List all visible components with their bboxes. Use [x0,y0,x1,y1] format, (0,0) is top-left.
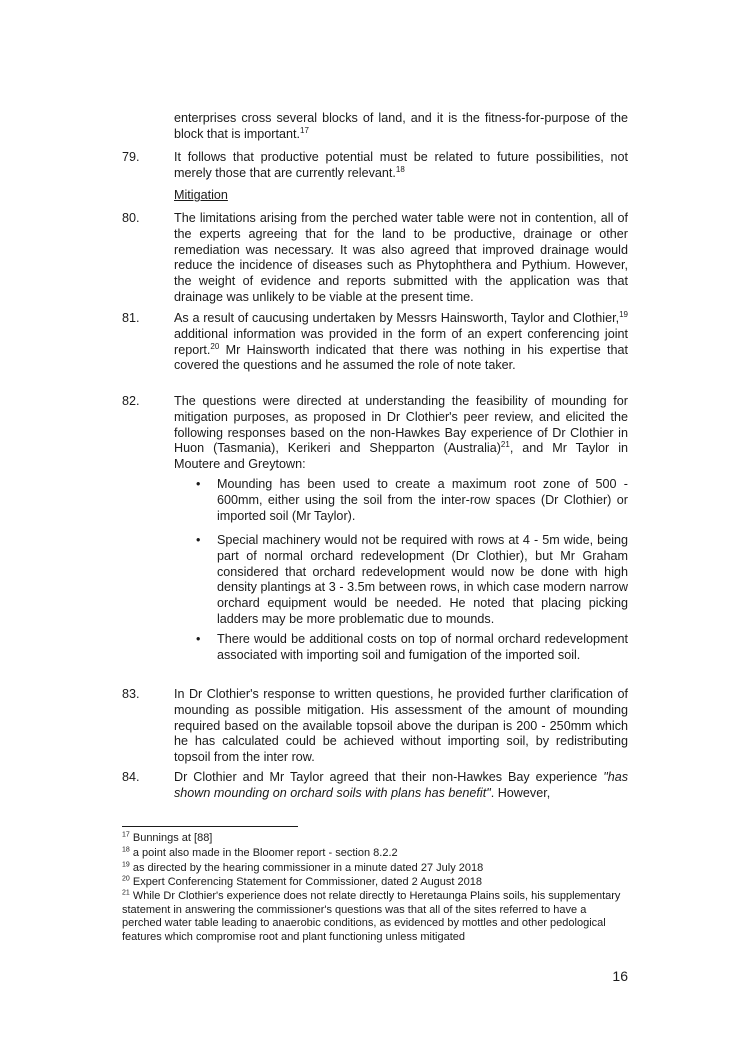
section-heading: Mitigation [174,188,228,202]
bullet-item: There would be additional costs on top of normal orchard redevelopment associated with importing soil and fumigation of the imported soil. [217,632,628,662]
footnote [122,847,628,861]
paragraph-text: It follows that productive potential must be related to future possibilities, not merely those that are currently relevant. [174,150,628,180]
footnote-text: Expert Conferencing Statement for Commissioner, dated 2 August 2018 [132,876,483,888]
paragraph-81 [174,311,628,374]
bullet-icon: • [196,632,201,646]
paragraph-79 [174,150,628,182]
footnote-number: 21 [122,889,130,897]
footnote-ref[interactable]: 20 [210,341,220,351]
paragraph-text: additional information was provided in the form of an expert conferencing joint report. [174,326,628,357]
footnote [122,876,628,890]
footnote [122,832,628,846]
page-number: 16 [612,968,628,984]
footnote-number: 20 [122,875,130,883]
footnote-text: Bunnings at [88] [132,832,213,844]
paragraph-text: , and Mr Taylor in Moutere and Greytown: [174,441,629,472]
paragraph-text: The questions were directed at understanding the feasibility of mounding for mitigation purposes, as proposed in Dr Clothier's peer review, and elicited the following responses based on the non-Hawkes Bay experience of Dr Clothier in Huon (Tasmania), Kerikeri and Shepparton (Australia) [174,394,628,456]
paragraph-83 [174,687,628,766]
paragraph-text: enterprises cross several blocks of land, and it is the fitness-for-purpose of the block that is important. [174,111,628,141]
paragraph-text: Mr Hainsworth indicated that there was nothing in his expertise that covered the questions and he assumed the role of note taker. [174,342,628,373]
paragraph-80 [174,211,628,306]
footnote-number: 19 [122,861,130,869]
paragraph-text: In Dr Clothier's response to written questions, he provided further clarification of mounding as possible mitigation. His assessment of the amount of mounding required based on the available topsoil above the duripan is 200 - 250mm which he has calculated could be achieved without importing soil, by redistributing topsoil from the inter row. [174,687,628,765]
paragraph-84 [174,770,628,802]
footnote-ref[interactable]: 21 [500,440,510,450]
paragraph-number: 83. [122,687,140,701]
paragraph-text: As a result of caucusing undertaken by Messrs Hainsworth, Taylor and Clothier, [174,311,620,325]
footnote [122,862,628,876]
bullet-icon: • [196,477,201,491]
paragraph-number: 81. [122,311,140,325]
paragraph-text: The limitations arising from the perched water table were not in contention, all of the experts agreeing that for the land to be productive, drainage or other remediation was necessary. It was also agreed that improved drainage would reduce the incidence of diseases such as Phytophthera and Pythium. However, the weight of evidence and reports submitted with the application was that drainage was unlikely to be viable at the present time. [174,211,628,304]
footnote-text: While Dr Clothier's experience does not relate directly to Heretaunga Plains soils, his supplementary statement in answering the commissioner's questions was that all of the sites referred to have a perched water table leading to anaerobic conditions, as evidenced by mottles and other pedological features which compromise root and plant functioning unless mitigated [122,890,621,943]
footnote-number: 17 [122,831,130,839]
paragraph-number: 79. [122,150,140,164]
paragraph-number: 80. [122,211,140,225]
footnote-number: 18 [122,846,130,854]
quoted-text: "has shown mounding on orchard soils with plans has benefit" [174,770,628,800]
paragraph-number: 84. [122,770,140,784]
footnote-text: a point also made in the Bloomer report - section 8.2.2 [132,847,398,859]
paragraph-intro [174,111,628,143]
paragraph-number: 82. [122,394,140,408]
bullet-icon: • [196,533,201,547]
footnote-ref[interactable]: 19 [619,309,628,319]
footnote-ref[interactable]: 17 [300,125,309,135]
footnote-divider [122,826,298,827]
footnote [122,890,628,944]
paragraph-text: Dr Clothier and Mr Taylor agreed that their non-Hawkes Bay experience [174,770,604,784]
paragraph-text: . However, [490,785,551,800]
paragraph-82 [174,394,628,473]
bullet-item: Mounding has been used to create a maximum root zone of 500 - 600mm, either using the soil from the inter-row spaces (Dr Clothier) or imported soil (Mr Taylor). [217,477,628,523]
bullet-item: Special machinery would not be required with rows at 4 - 5m wide, being part of normal orchard redevelopment (Dr Clothier), but Mr Graham considered that orchard redevelopment would now be done with high density plantings at 3 - 3.5m between rows, in which case modern narrow orchard equipment would be needed. He noted that placing picking ladders may be more problematic due to mounds. [217,533,628,626]
footnote-ref[interactable]: 18 [395,164,405,174]
footnote-text: as directed by the hearing commissioner in a minute dated 27 July 2018 [132,862,484,874]
